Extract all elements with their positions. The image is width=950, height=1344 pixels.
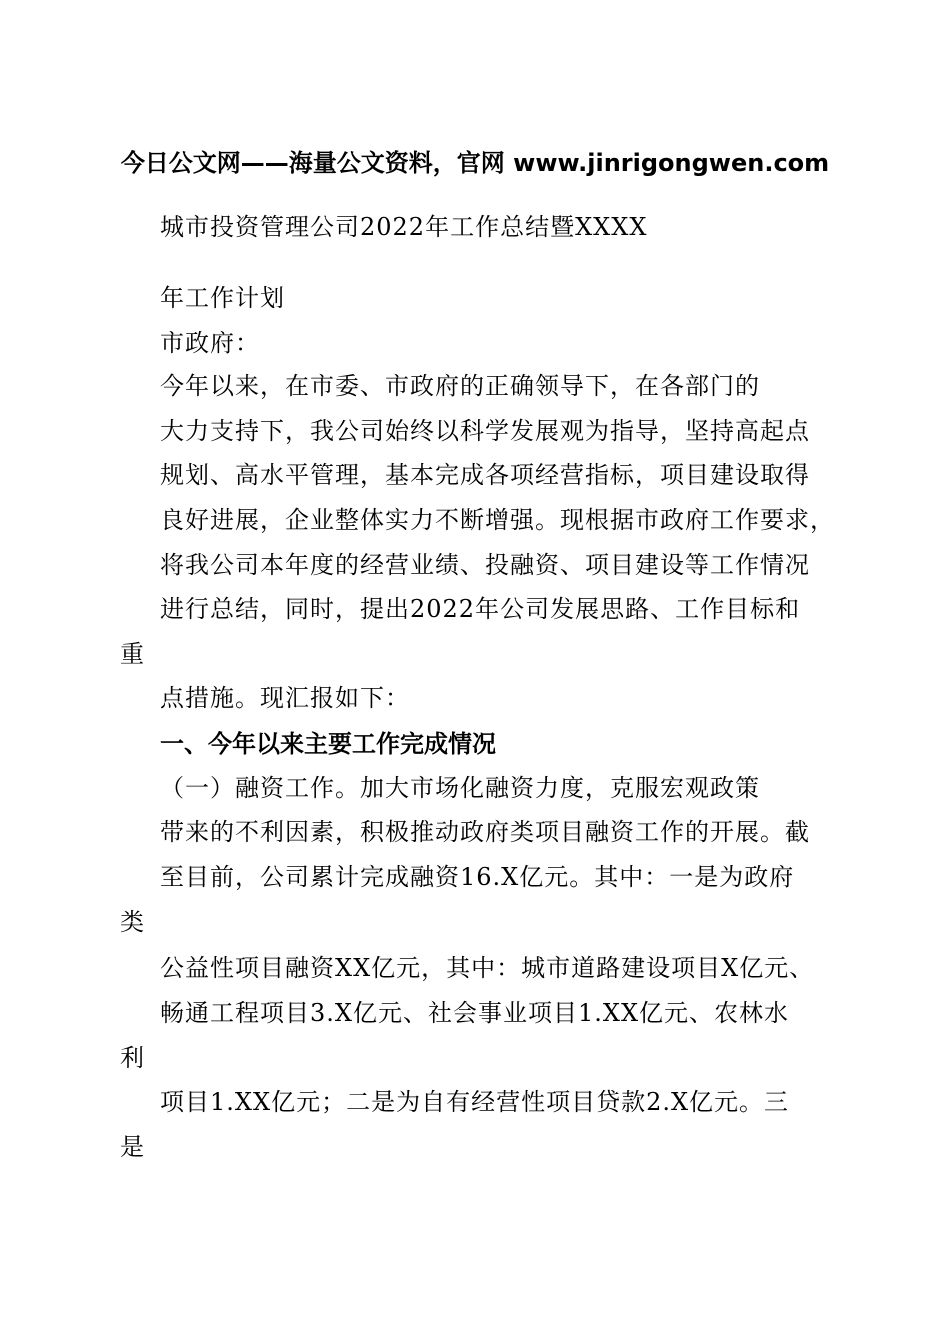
paragraph-line: 带来的不利因素，积极推动政府类项目融资工作的开展。截: [160, 818, 810, 846]
paragraph-line: 畅通工程项目3.X亿元、社会事业项目1.XX亿元、农林水: [160, 999, 790, 1027]
paragraph-line: 项目1.XX亿元；二是为自有经营性项目贷款2.X亿元。三: [160, 1088, 790, 1116]
paragraph-line: 类: [120, 908, 145, 936]
paragraph-line: 今年以来，在市委、市政府的正确领导下，在各部门的: [160, 372, 760, 400]
paragraph-line: 重: [120, 640, 145, 668]
paragraph-line: 是: [120, 1133, 145, 1161]
paragraph-line: 利: [120, 1044, 145, 1072]
paragraph-line: 将我公司本年度的经营业绩、投融资、项目建设等工作情况: [160, 551, 810, 579]
paragraph-line: （一）融资工作。加大市场化融资力度，克服宏观政策: [160, 774, 760, 802]
paragraph-line: 至目前，公司累计完成融资16.X亿元。其中：一是为政府: [160, 863, 795, 891]
site-header-banner: 今日公文网——海量公文资料，官网 www.jinrigongwen.com: [120, 149, 830, 177]
document-title-line-2: 年工作计划: [160, 284, 285, 312]
salutation: 市政府：: [160, 329, 260, 357]
paragraph-line: 良好进展，企业整体实力不断增强。现根据市政府工作要求，: [160, 506, 835, 534]
paragraph-line: 大力支持下，我公司始终以科学发展观为指导，坚持高起点: [160, 417, 810, 445]
paragraph-line: 进行总结，同时，提出2022年公司发展思路、工作目标和: [160, 595, 801, 623]
paragraph-line: 点措施。现汇报如下：: [160, 684, 410, 712]
paragraph-line: 规划、高水平管理，基本完成各项经营指标，项目建设取得: [160, 461, 810, 489]
section-heading: 一、今年以来主要工作完成情况: [160, 730, 496, 758]
document-title-line-1: 城市投资管理公司2022年工作总结暨XXXX: [160, 213, 648, 241]
paragraph-line: 公益性项目融资XX亿元，其中：城市道路建设项目X亿元、: [160, 954, 815, 982]
